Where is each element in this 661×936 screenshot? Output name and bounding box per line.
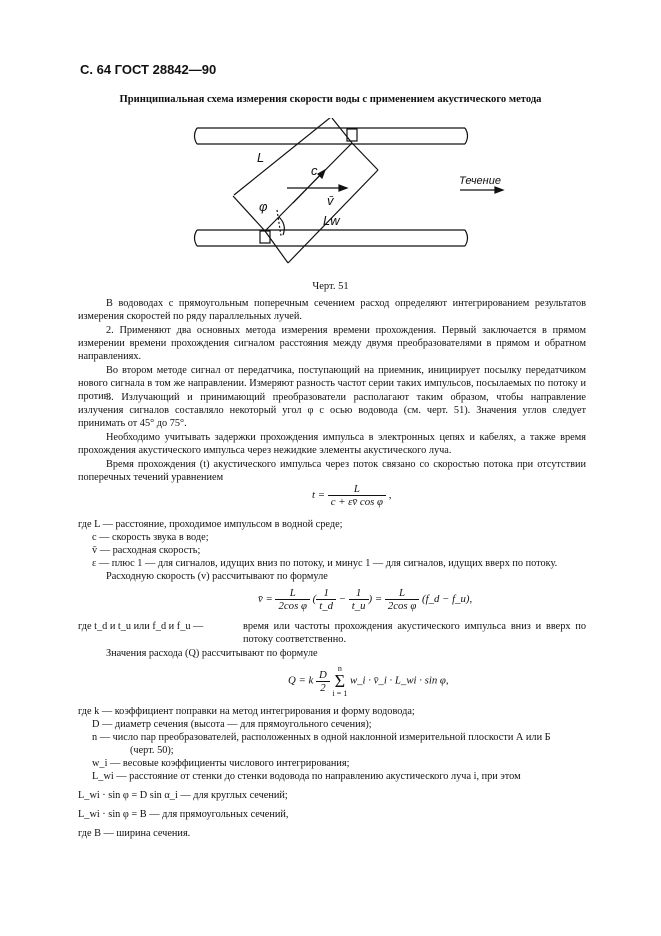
formula-Q: Q = k $\frac{D}{2}$ n Σ i = 1 w_i · v̄_i · L_wi · sin φ,: [288, 664, 449, 698]
where1-v: v̄ — расходная скорость;: [92, 545, 201, 556]
label-phi: φ: [259, 199, 268, 214]
where3-n-cont: (черт. 50);: [130, 745, 174, 756]
paragraph-2: 2. Применяют два основных метода измерения времени прохождения. Первый заключается в прямом измерении времени прохождения сигналом расстояния между двумя преобразователями в прямом и обратном направлениях.: [78, 325, 586, 362]
where3-D: D — диаметр сечения (высота — для прямоугольного сечения);: [92, 719, 372, 730]
figure-title: Принципиальная схема измерения скорости воды с применением акустического метода: [119, 94, 542, 105]
where1-eps: ε — плюс 1 — для сигналов, идущих вниз по потоку, и минус 1 — для сигналов, идущих вверх по потоку.: [92, 558, 558, 569]
where3-n: n — число пар преобразователей, расположенных в одной наклонной измерительной плоскости А или Б: [92, 732, 551, 743]
formula-v: v̄ = $\frac{L}{\text{2cos φ}}$ ( $\frac{1}{t\_d}$ − $\frac{1}{t\_u}$ ) = $\frac{L}{\text{2cos φ}}$ (f_d − f_u),: [258, 587, 473, 612]
paragraph-3: Во втором методе сигнал от передатчика, поступающий на приемник, инициирует посылку передатчиком нового сигнала в том же направлении. Измеряют разность частот серии таких импульсов, посылаемых по потоку и против.: [78, 365, 586, 402]
label-Lw: Lw: [323, 213, 340, 228]
where2-left: где t_d и t_u или f_d и f_u —: [78, 621, 204, 632]
pipe-diagram: [175, 118, 505, 273]
where2-right: время или частоты прохождения акустического импульса вниз и вверх по потоку соответственно.: [243, 621, 586, 645]
final-round: L_wi · sin φ = D sin α_i — для круглых сечений;: [78, 790, 288, 801]
L-dimension: [234, 118, 331, 195]
final-rect: L_wi · sin φ = B — для прямоугольных сечений,: [78, 809, 289, 820]
label-flow: Течение: [459, 175, 501, 187]
where3-w: w_i — весовые коэффициенты числового интегрирования;: [92, 758, 350, 769]
paragraph-1: В водоводах с прямоугольным поперечным сечением расход определяют интегрированием результатов измерения скоростей по ряду параллельных лучей.: [78, 298, 586, 322]
transducer-bottom: [260, 231, 270, 243]
where1-c: c — скорость звука в воде;: [92, 532, 209, 543]
where1-L: где L — расстояние, проходимое импульсом в водной среде;: [78, 519, 343, 530]
paragraph-4: 3. Излучающий и принимающий преобразователи располагают таким образом, чтобы направление излучения сигналов составляло некоторый угол φ с осью водовода (см. черт. 51). Значения углов следует принимать от 45° до 75°.: [78, 392, 586, 429]
formula-t: t = $\frac{L}{\text{c + εv̄ cos φ}}$ ,: [312, 483, 392, 508]
q-intro: Значения расхода (Q) рассчитывают по формуле: [106, 648, 318, 659]
label-c: c: [311, 163, 318, 178]
paragraph-5: Необходимо учитывать задержки прохождения импульса в электронных цепях и кабелях, а также время прохождения акустического импульса через нежидкие элементы акустического луча.: [78, 432, 586, 456]
final-where-B: где B — ширина сечения.: [78, 828, 191, 839]
figure-caption: Черт. 51: [312, 281, 349, 292]
where3-Lw: L_wi — расстояние от стенки до стенки водовода по направлению акустического луча i, при этом: [92, 771, 521, 782]
label-v: v̄: [327, 193, 334, 208]
label-L: L: [257, 150, 265, 165]
page-header: С. 64 ГОСТ 28842—90: [80, 62, 217, 77]
velocity-intro: Расходную скорость (v) рассчитывают по формуле: [106, 571, 328, 582]
where3-k: где k — коэффициент поправки на метод интегрирования и форму водовода;: [78, 706, 415, 717]
paragraph-6: Время прохождения (t) акустического импульса через поток связано со скоростью потока при отсутствии поперечных течений уравнением: [78, 459, 586, 483]
